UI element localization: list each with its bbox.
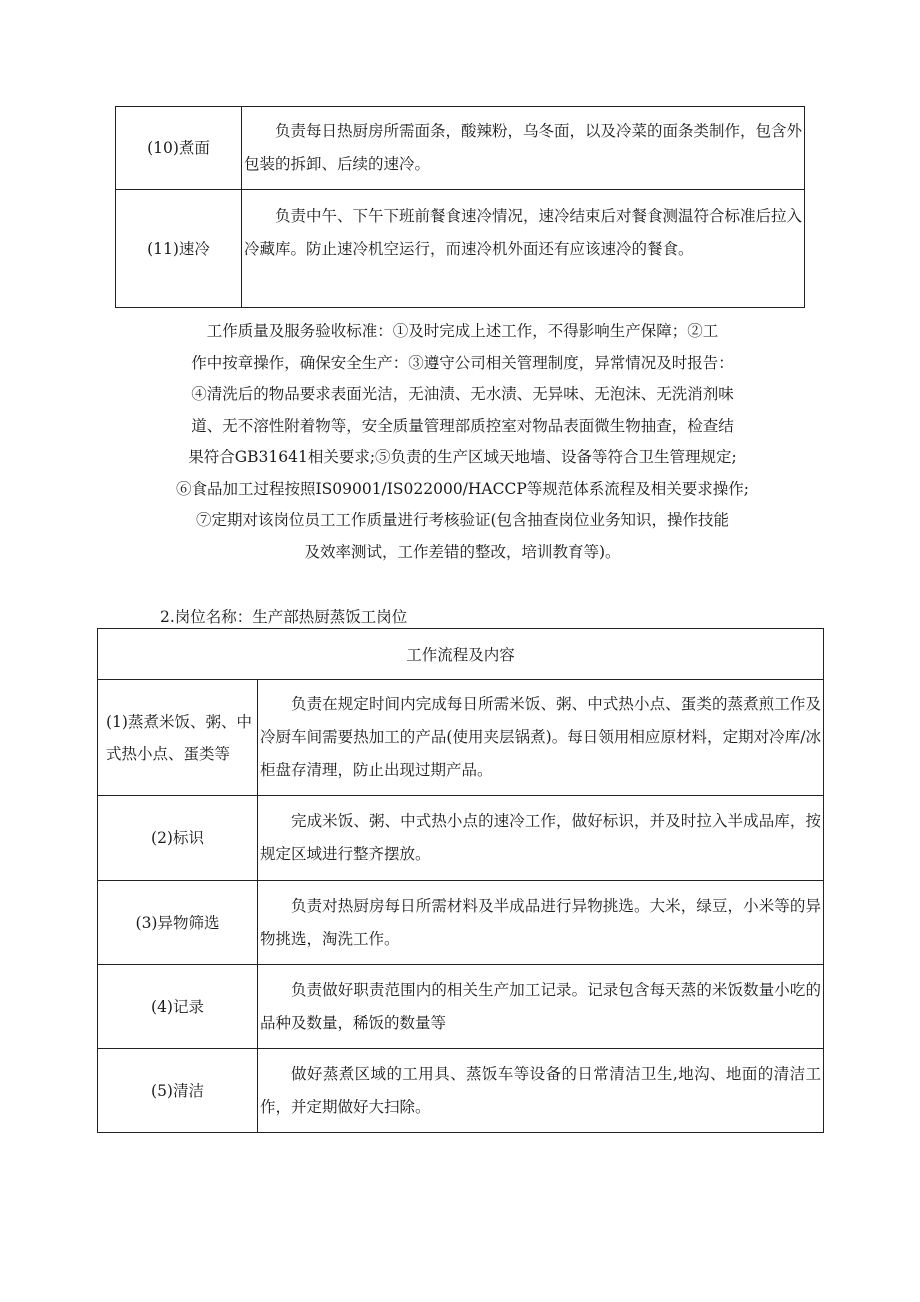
duty-label: (5)清洁 — [98, 1049, 258, 1133]
duty-label: (10)煮面 — [116, 107, 242, 190]
duty-label: (1)蒸煮米饭、粥、中式热小点、蛋类等 — [98, 680, 258, 796]
quality-line: ⑥食品加工过程按照IS09001/IS022000/HACCP等规范体系流程及相关要求操作; — [176, 479, 749, 498]
table-row — [98, 1049, 824, 1133]
quality-line: 工作质量及服务验收标准：①及时完成上述工作，不得影响生产保障；②工 — [206, 322, 719, 340]
table-row — [116, 107, 805, 190]
duty-description: 负责每日热厨房所需面条，酸辣粉，乌冬面，以及冷菜的面条类制作，包含外包装的拆卸、后续的速冷。 — [242, 107, 805, 190]
duty-description: 负责中午、下午下班前餐食速冷情况，速冷结束后对餐食测温符合标准后拉入冷藏库。防止速冷机空运行，而速冷机外面还有应该速冷的餐食。 — [242, 190, 805, 308]
quality-line: 及效率测试，工作差错的整改，培训教育等)。 — [304, 542, 621, 561]
duty-table-steamer — [97, 628, 824, 1133]
table-row — [98, 796, 824, 881]
quality-standards — [160, 316, 765, 568]
table-row — [116, 190, 805, 308]
table-header-row — [98, 629, 824, 680]
duty-description: 做好蒸煮区域的工用具、蒸饭车等设备的日常清洁卫生,地沟、地面的清洁工作，并定期做好大扫除。 — [258, 1049, 824, 1133]
table-row — [98, 965, 824, 1049]
quality-line: 道、无不溶性附着物等，安全质量管理部质控室对物品表面微生物抽查，检查结 — [191, 416, 734, 435]
table-header: 工作流程及内容 — [98, 629, 824, 680]
duty-table-continued — [115, 106, 805, 308]
duty-description: 负责对热厨房每日所需材料及半成品进行异物挑选。大米，绿豆，小米等的异物挑选，淘洗工作。 — [258, 881, 824, 965]
duty-description: 负责在规定时间内完成每日所需米饭、粥、中式热小点、蛋类的蒸煮煎工作及冷厨车间需要热加工的产品(使用夹层锅煮)。每日领用相应原材料，定期对冷库/冰柜盘存清理，防止出现过期产品。 — [258, 680, 824, 796]
duty-label: (2)标识 — [98, 796, 258, 881]
quality-line: ⑦定期对该岗位员工工作质量进行考核验证(包含抽查岗位业务知识，操作技能 — [195, 511, 730, 529]
duty-description: 负责做好职责范围内的相关生产加工记录。记录包含每天蒸的米饭数量小吃的品种及数量，稀饭的数量等 — [258, 965, 824, 1049]
quality-line: 果符合GB31641相关要求;⑤负责的生产区域天地墙、设备等符合卫生管理规定; — [188, 448, 737, 466]
section-title: 2.岗位名称：生产部热厨蒸饭工岗位 — [160, 608, 408, 626]
duty-label: (4)记录 — [98, 965, 258, 1049]
quality-line: 作中按章操作，确保安全生产：③遵守公司相关管理制度，异常情况及时报告： — [191, 353, 734, 372]
duty-label: (3)异物筛选 — [98, 881, 258, 965]
quality-line: ④清洗后的物品要求表面光洁，无油渍、无水渍、无异味、无泡沫、无洗消剂味 — [191, 385, 734, 403]
table-row — [98, 680, 824, 796]
duty-description: 完成米饭、粥、中式热小点的速冷工作，做好标识，并及时拉入半成品库，按规定区域进行整齐摆放。 — [258, 796, 824, 881]
table-row — [98, 881, 824, 965]
duty-label: (11)速冷 — [116, 190, 242, 308]
